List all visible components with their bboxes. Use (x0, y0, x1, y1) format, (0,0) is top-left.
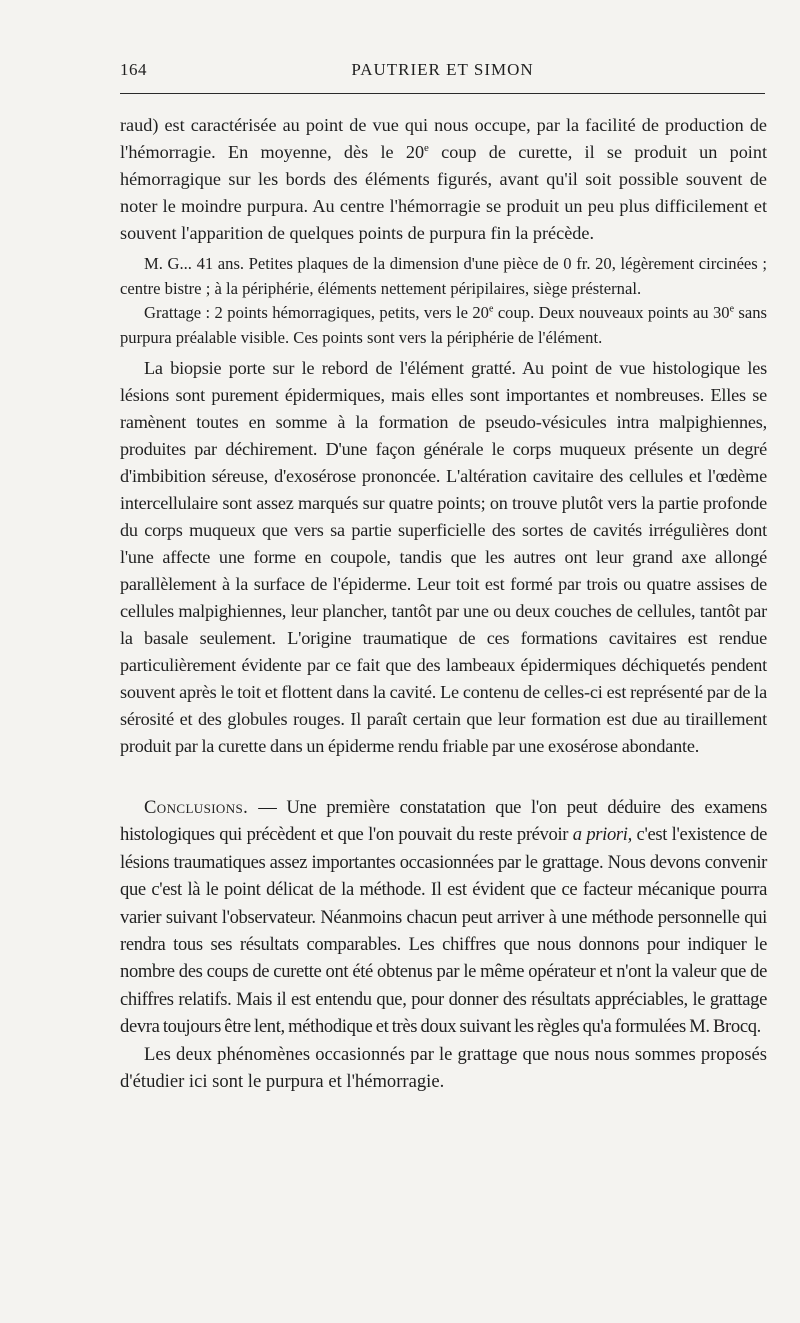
page-body (120, 112, 767, 1095)
conclusions-section (120, 794, 767, 1095)
final-paragraph: Les deux phénomènes occasionnés par le grattage que nous nous sommes proposés d'étudier ici sont le purpura et l'hémorragie. (120, 1043, 767, 1093)
running-head: PAUTRIER ET SIMON (351, 60, 534, 79)
conclusions-heading: Conclusions. (144, 797, 249, 818)
biopsy-paragraph: La biopsie porte sur le rebord de l'élément gratté. Au point de vue histologique les lésions sont purement épidermiques, mais elles sont importantes et nombreuses. Elles se ramènent toutes en somme à la formation de pseudo-vésicules intra malpighiennes, produites par déchirement. D'une façon générale le corps muqueux présente un degré d'imbibition séreuse, d'exosérose prononcée. L'altération cavitaire des cellules et l'œdème intercellulaire sont assez marqués sur quatre points; on trouve plutôt vers la partie profonde du corps muqueux que vers sa partie superficielle des sortes de cavités irrégulières dont l'une affecte une forme en coupole, tandis que les autres ont leur grand axe allongé parallèlement à la surface de l'épiderme. Leur toit est formé par trois ou quatre assises de cellules malpighiennes, leur plancher, tantôt par une ou deux couches de cellules, tantôt par la basale seulement. L'origine traumatique de ces formations cavitaires est rendue particulièrement évidente par ce fait que des lambeaux épidermiques déchiquetés pendent souvent après le toit et flottent dans la cavité. Le contenu de celles-ci est représenté par de la sérosité et des globules rouges. Il paraît certain que leur formation est due au tiraillement produit par la curette dans un épiderme rendu friable par une exosérose abondante. (120, 358, 767, 756)
case-text: Grattage : 2 points hémorragiques, petits, vers le 20 (144, 303, 489, 322)
ordinal-suffix: e (488, 303, 494, 315)
case-report (120, 252, 767, 350)
paragraph-text: — Une première constatation que l'on peut déduire des examens histologiques qui précèdent et que l'on pouvait du reste prévoir (120, 797, 767, 846)
ordinal-suffix: e (424, 141, 429, 154)
page-number: 164 (120, 60, 147, 79)
case-text: coup. Deux nouveaux points au 30 (493, 303, 730, 322)
case-scraping-result (120, 301, 767, 350)
italic-phrase: a priori, (572, 824, 632, 846)
conclusions-paragraph (120, 794, 767, 1041)
paragraph-continued (120, 112, 767, 247)
paragraph-text: coup de curette, il se produit un point hémorragique sur les bords des éléments figurés, avant qu'il soit possible souvent de noter le moindre purpura. Au centre l'hémorragie se produit un peu plus difficilement et souvent l'apparition de quelques points de purpura fin la précède. (120, 142, 767, 243)
paragraph-text: raud) est caractérisée au point de vue qui nous occupe, par la facilité de production de l'hémorragie. En moyenne, dès le (120, 115, 767, 162)
ordinal (406, 142, 429, 162)
header-rule (120, 93, 765, 94)
ordinal-suffix: e (729, 303, 734, 315)
paragraph-text: c'est l'existence de lésions traumatiques assez importantes occasionnées par le grattage. Nous devons convenir que c'est là le point délicat de la méthode. Il est évident que ce facteur mécanique pourra varier suivant l'observateur. Néanmoins chacun peut arriver à une méthode personnelle qui rendra tous ses résultats comparables. Les chiffres que nous donnons pour indiquer le nombre des coups de curette ont été obtenus par le même opérateur et n'ont la valeur que de chiffres relatifs. Mais il est entendu que, pour donner des résultats appréciables, le grattage devra toujours être lent, méthodique et très doux suivant les règles qu'a formulées M. Brocq. (120, 824, 767, 1038)
case-text: sans purpura préalable visible. Ces points sont vers la périphérie de l'élément. (120, 303, 767, 347)
ordinal-number: 20 (405, 142, 425, 162)
page-header (120, 60, 765, 88)
case-description: M. G... 41 ans. Petites plaques de la dimension d'une pièce de 0 fr. 20, légèrement circinées ; centre bistre ; à la périphérie, éléments nettement péripilaires, siège présternal. (120, 254, 767, 298)
